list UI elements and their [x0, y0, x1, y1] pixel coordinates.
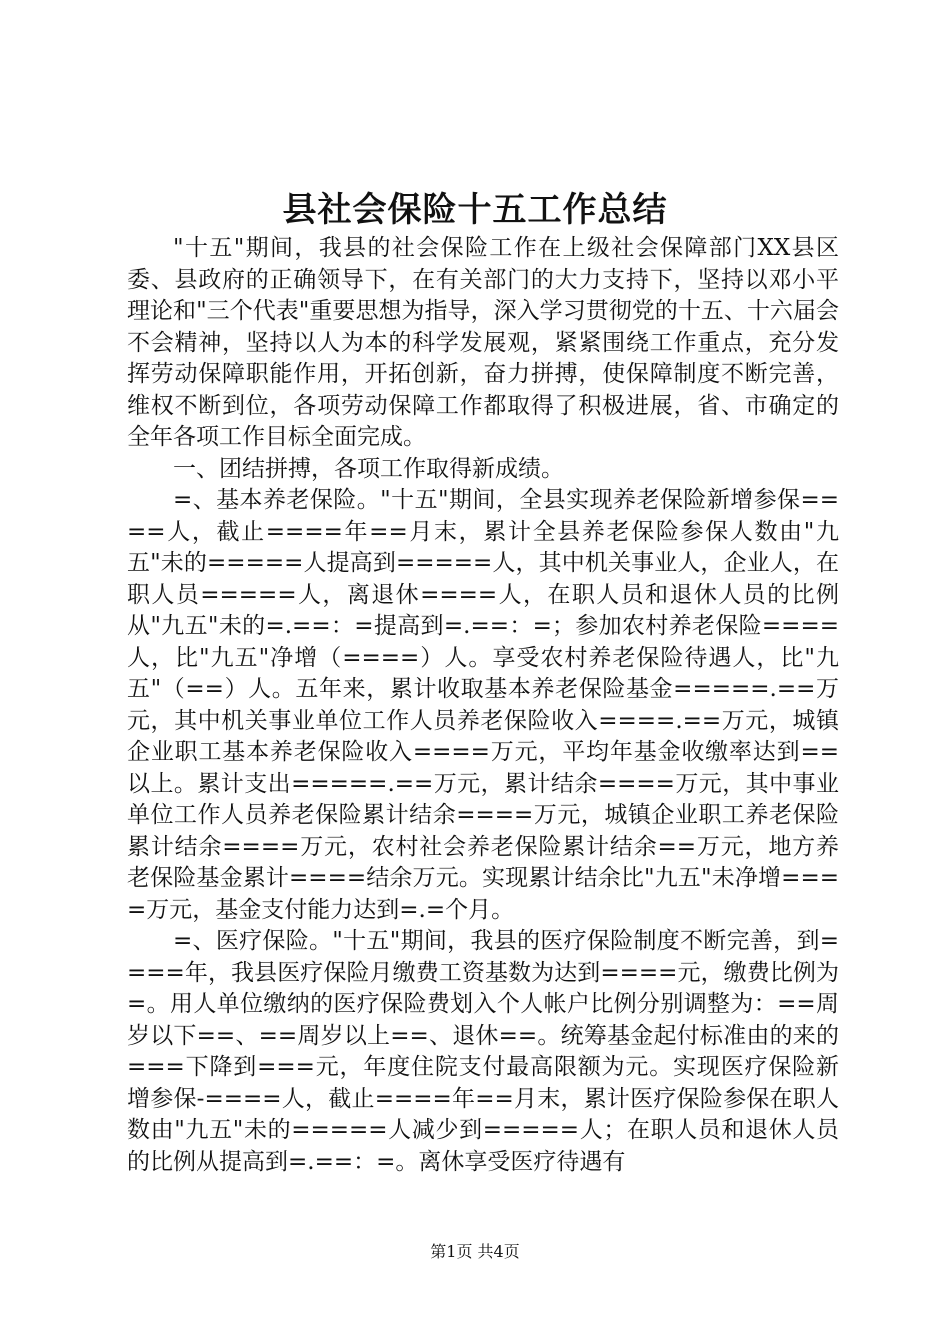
document-title: 县社会保险十五工作总结	[282, 190, 668, 230]
paragraph-medical-insurance: =、医疗保险。"十五"期间，我县的医疗保险制度不断完善，到====年，我县医疗保险月缴费工资基数为达到====元，缴费比例为=。用人单位缴纳的医疗保险费划入个人帐户比例分别调整为：==周岁以下==、==周岁以上==、退休==。统筹基金起付标准由的来的===下降到===元，年度住院支付最高限额为元。实现医疗保险新增参保-====人，截止====年==月末，累计医疗保险参保在职人数由"九五"未的=====人减少到=====人；在职人员和退休人员的比例从提高到=.==：=。离休享受医疗待遇有	[127, 928, 839, 1175]
paragraph-intro: "十五"期间，我县的社会保险工作在上级社会保障部门XX县区委、县政府的正确领导下，在有关部门的大力支持下，坚持以邓小平理论和"三个代表"重要思想为指导，深入学习贯彻党的十五、十六届会不会精神，坚持以人为本的科学发展观，紧紧围绕工作重点，充分发挥劳动保障职能作用，开拓创新，奋力拼搏，使保障制度不断完善，维权不断到位，各项劳动保障工作都取得了积极进展，省、市确定的全年各项工作目标全面完成。	[127, 235, 839, 450]
paragraph-pension-insurance: =、基本养老保险。"十五"期间，全县实现养老保险新增参保====人，截止====年==月末，累计全县养老保险参保人数由"九五"未的=====人提高到=====人，其中机关事业人，企业人，在职人员=====人，离退休====人，在职人员和退休人员的比例从"九五"未的=.==：=提高到=.==：=；参加农村养老保险====人，比"九五"净增（====）人。享受农村养老保险待遇人，比"九五"（==）人。五年来，累计收取基本养老保险基金=====.==万元，其中机关事业单位工作人员养老保险收入====.==万元，城镇企业职工基本养老保险收入====万元，平均年基金收缴率达到==以上。累计支出=====.==万元，累计结余====万元，其中事业单位工作人员养老保险累计结余====万元，城镇企业职工养老保险累计结余====万元，农村社会养老保险累计结余==万元，地方养老保险基金累计====结余万元。实现累计结余比"九五"未净增====万元，基金支付能力达到=.=个月。	[127, 487, 839, 923]
document-body	[127, 233, 839, 1178]
page-footer: 第1页 共4页	[430, 1242, 520, 1261]
paragraph-section-heading: 一、团结拼搏，各项工作取得新成绩。	[173, 455, 564, 482]
